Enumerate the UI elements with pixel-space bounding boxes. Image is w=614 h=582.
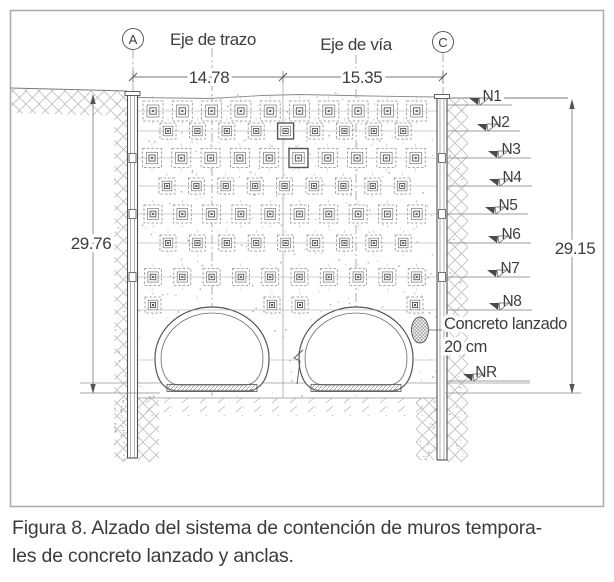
speckle bbox=[459, 387, 461, 389]
speckle bbox=[252, 310, 254, 312]
axis-marker-a-letter: A bbox=[128, 32, 138, 47]
speckle bbox=[430, 273, 432, 275]
speckle bbox=[124, 429, 125, 430]
speckle bbox=[464, 412, 466, 414]
speckle bbox=[143, 387, 144, 388]
speckle bbox=[201, 196, 202, 197]
speckle bbox=[465, 422, 466, 423]
pile-anchor-head bbox=[439, 273, 446, 282]
speckle bbox=[422, 192, 424, 194]
speckle bbox=[167, 109, 168, 110]
shotcrete-note-line1: Concreto lanzado bbox=[444, 315, 567, 333]
caption-line-1: Figura 8. Alzado del sistema de contención de muros tempora- bbox=[12, 517, 542, 539]
speckle bbox=[122, 426, 124, 428]
speckle bbox=[320, 311, 321, 312]
speckle bbox=[421, 380, 422, 381]
speckle bbox=[115, 329, 117, 331]
speckle bbox=[293, 170, 294, 171]
speckle bbox=[435, 316, 436, 317]
speckle bbox=[121, 406, 122, 407]
dim-top-left-value: 14.78 bbox=[188, 68, 230, 87]
speckle bbox=[315, 165, 316, 166]
speckle bbox=[295, 146, 297, 148]
speckle bbox=[301, 395, 303, 397]
speckle bbox=[426, 459, 427, 460]
speckle bbox=[310, 154, 311, 155]
speckle bbox=[153, 232, 154, 233]
speckle bbox=[280, 262, 282, 264]
speckle bbox=[264, 267, 265, 268]
speckle bbox=[349, 303, 350, 304]
speckle bbox=[181, 259, 182, 260]
dim-right-height-value: 29.15 bbox=[554, 239, 596, 258]
speckle bbox=[169, 203, 170, 204]
speckle bbox=[456, 406, 458, 408]
speckle bbox=[450, 151, 451, 152]
speckle bbox=[167, 293, 168, 294]
figure-border bbox=[11, 11, 604, 507]
speckle bbox=[121, 415, 122, 416]
speckle bbox=[329, 229, 330, 230]
speckle bbox=[460, 281, 462, 283]
speckle bbox=[430, 412, 431, 413]
speckle bbox=[428, 404, 429, 405]
speckle bbox=[430, 423, 432, 425]
speckle bbox=[433, 428, 434, 429]
speckle bbox=[304, 249, 305, 250]
speckle bbox=[123, 432, 124, 433]
speckle bbox=[429, 359, 430, 360]
speckle bbox=[291, 380, 293, 382]
speckle bbox=[181, 191, 183, 193]
speckle bbox=[315, 253, 316, 254]
speckle bbox=[433, 446, 434, 447]
speckle bbox=[328, 135, 330, 137]
speckle bbox=[423, 456, 425, 458]
speckle bbox=[118, 351, 120, 353]
speckle bbox=[219, 142, 220, 143]
speckle bbox=[306, 140, 307, 141]
speckle bbox=[123, 421, 125, 423]
speckle bbox=[142, 224, 144, 226]
speckle bbox=[196, 297, 197, 298]
speckle bbox=[449, 180, 450, 181]
figure-caption bbox=[12, 514, 604, 570]
speckle bbox=[114, 179, 116, 181]
speckle bbox=[118, 456, 119, 457]
speckle bbox=[187, 240, 189, 242]
speckle bbox=[177, 311, 179, 313]
level-label: N5 bbox=[498, 197, 518, 214]
speckle bbox=[220, 98, 221, 99]
speckle bbox=[192, 170, 194, 172]
speckle bbox=[281, 224, 283, 226]
speckle bbox=[227, 105, 229, 107]
speckle bbox=[166, 317, 167, 318]
axis-marker-c bbox=[433, 32, 454, 53]
speckle bbox=[170, 275, 171, 276]
speckle bbox=[432, 424, 433, 425]
speckle bbox=[262, 227, 263, 228]
speckle bbox=[433, 427, 435, 429]
speckle bbox=[118, 227, 120, 229]
speckle bbox=[125, 114, 127, 116]
speckle bbox=[433, 400, 434, 401]
speckle bbox=[432, 155, 433, 156]
speckle bbox=[369, 232, 371, 234]
speckle bbox=[162, 294, 164, 296]
speckle bbox=[116, 102, 117, 103]
speckle bbox=[115, 431, 117, 433]
speckle bbox=[253, 194, 255, 196]
speckle bbox=[428, 427, 429, 428]
speckle bbox=[124, 311, 126, 313]
speckle bbox=[124, 375, 126, 377]
dim-top-right-value: 15.35 bbox=[341, 68, 383, 87]
speckle bbox=[413, 228, 414, 229]
soil-hatch-right-strip bbox=[447, 99, 468, 462]
speckle bbox=[250, 171, 252, 173]
speckle bbox=[317, 96, 318, 97]
speckle bbox=[461, 178, 463, 180]
speckle bbox=[114, 443, 116, 445]
speckle bbox=[119, 360, 121, 362]
speckle bbox=[346, 202, 347, 203]
track-axis-label: Eje de vía bbox=[320, 35, 392, 54]
speckle bbox=[449, 272, 451, 274]
level-label: N1 bbox=[482, 88, 502, 105]
pile-anchor-head bbox=[129, 210, 136, 219]
speckle bbox=[361, 167, 362, 168]
speckle bbox=[315, 219, 316, 220]
speckle bbox=[460, 439, 461, 440]
anchor-head-detail bbox=[412, 317, 429, 343]
speckle bbox=[123, 442, 124, 443]
speckle bbox=[369, 209, 371, 211]
speckle bbox=[345, 264, 346, 265]
level-label: N2 bbox=[490, 114, 510, 131]
level-label: N7 bbox=[500, 260, 520, 277]
speckle bbox=[120, 411, 122, 413]
speckle bbox=[114, 427, 116, 429]
speckle bbox=[459, 254, 460, 255]
speckle bbox=[123, 435, 125, 437]
speckle bbox=[449, 155, 451, 157]
speckle bbox=[285, 329, 287, 331]
speckle bbox=[274, 330, 276, 332]
speckle bbox=[122, 95, 123, 96]
speckle bbox=[429, 312, 431, 314]
level-label: N3 bbox=[501, 141, 521, 158]
speckle bbox=[251, 217, 252, 218]
speckle bbox=[245, 139, 247, 141]
speckle bbox=[449, 413, 451, 415]
speckle bbox=[195, 151, 197, 153]
speckle bbox=[342, 99, 343, 100]
speckle bbox=[218, 230, 219, 231]
speckle bbox=[115, 430, 117, 432]
speckle bbox=[148, 140, 150, 142]
speckle bbox=[122, 400, 123, 401]
speckle bbox=[435, 371, 436, 372]
speckle bbox=[420, 440, 422, 442]
speckle bbox=[226, 222, 227, 223]
pile-anchor-head bbox=[439, 210, 446, 219]
speckle bbox=[386, 204, 387, 205]
speckle bbox=[125, 438, 127, 440]
speckle bbox=[460, 297, 461, 298]
speckle bbox=[419, 372, 420, 373]
speckle bbox=[271, 145, 273, 147]
speckle bbox=[114, 423, 116, 425]
speckle bbox=[458, 376, 459, 377]
speckle bbox=[122, 430, 124, 432]
shotcrete-note-line2: 20 cm bbox=[444, 338, 487, 356]
speckle bbox=[175, 295, 176, 296]
speckle bbox=[123, 459, 124, 460]
level-label: N8 bbox=[502, 293, 522, 310]
speckle bbox=[118, 180, 119, 181]
speckle bbox=[359, 229, 360, 230]
caption-line-2: les de concreto lanzado y anclas. bbox=[12, 545, 294, 567]
speckle bbox=[427, 443, 429, 445]
speckle bbox=[462, 110, 463, 111]
speckle bbox=[348, 298, 349, 299]
level-label: N4 bbox=[502, 169, 522, 186]
excavation-bottom-hatch bbox=[138, 398, 437, 416]
speckle bbox=[154, 141, 156, 143]
pile-anchor-head bbox=[129, 273, 136, 282]
speckle bbox=[392, 137, 393, 138]
speckle bbox=[258, 105, 259, 106]
speckle bbox=[145, 228, 146, 229]
speckle bbox=[379, 140, 381, 142]
speckle bbox=[338, 259, 340, 261]
speckle bbox=[191, 141, 193, 143]
speckle bbox=[120, 430, 121, 431]
axis-marker-c-letter: C bbox=[438, 35, 448, 50]
speckle bbox=[432, 139, 433, 140]
speckle bbox=[335, 92, 337, 94]
speckle bbox=[124, 417, 125, 418]
speckle bbox=[243, 141, 244, 142]
speckle bbox=[241, 244, 243, 246]
speckle bbox=[197, 261, 198, 262]
speckle bbox=[330, 304, 332, 306]
speckle bbox=[272, 392, 273, 393]
speckle bbox=[458, 416, 459, 417]
speckle bbox=[382, 306, 384, 308]
speckle bbox=[237, 396, 238, 397]
speckle bbox=[139, 96, 140, 97]
speckle bbox=[276, 195, 278, 197]
speckle bbox=[125, 444, 126, 445]
speckle bbox=[462, 456, 463, 457]
speckle bbox=[200, 288, 202, 290]
speckle bbox=[371, 216, 372, 217]
speckle bbox=[420, 459, 421, 460]
soil-hatch-top-left bbox=[11, 89, 128, 116]
speckle bbox=[191, 172, 193, 174]
speckle bbox=[374, 103, 375, 104]
speckle bbox=[120, 435, 122, 437]
tunnel-right-invert bbox=[311, 385, 401, 392]
speckle bbox=[323, 184, 324, 185]
speckle bbox=[120, 409, 122, 411]
speckle bbox=[449, 293, 451, 295]
speckle bbox=[255, 307, 257, 309]
speckle bbox=[124, 107, 125, 108]
speckle bbox=[368, 262, 370, 264]
speckle bbox=[458, 168, 460, 170]
speckle bbox=[350, 194, 351, 195]
speckle bbox=[398, 265, 400, 267]
speckle bbox=[120, 425, 122, 427]
speckle bbox=[153, 396, 155, 398]
speckle bbox=[453, 239, 455, 241]
speckle bbox=[413, 369, 414, 370]
speckle bbox=[431, 215, 432, 216]
speckle bbox=[400, 228, 401, 229]
speckle bbox=[383, 224, 384, 225]
speckle bbox=[427, 205, 429, 207]
speckle bbox=[258, 168, 260, 170]
speckle bbox=[319, 291, 320, 292]
pile-anchor-head bbox=[129, 154, 136, 163]
trace-axis-label: Eje de trazo bbox=[170, 30, 256, 49]
speckle bbox=[457, 448, 458, 449]
speckle bbox=[115, 410, 116, 411]
speckle bbox=[252, 285, 254, 287]
speckle bbox=[388, 172, 390, 174]
speckle bbox=[432, 254, 433, 255]
speckle bbox=[125, 411, 126, 412]
speckle bbox=[321, 252, 322, 253]
level-label: N6 bbox=[501, 226, 521, 243]
speckle bbox=[114, 408, 116, 410]
speckle bbox=[294, 254, 296, 256]
speckle bbox=[432, 376, 434, 378]
speckle bbox=[153, 394, 154, 395]
speckle bbox=[311, 319, 312, 320]
speckle bbox=[463, 453, 464, 454]
speckle bbox=[377, 261, 378, 262]
speckle bbox=[456, 426, 457, 427]
speckle bbox=[403, 292, 404, 293]
speckle bbox=[289, 360, 291, 362]
speckle bbox=[239, 176, 241, 178]
speckle bbox=[246, 246, 247, 247]
speckle bbox=[123, 454, 124, 455]
dim-left-height-value: 29.76 bbox=[70, 234, 112, 253]
speckle bbox=[122, 401, 124, 403]
speckle bbox=[139, 337, 140, 338]
speckle bbox=[464, 156, 465, 157]
speckle bbox=[149, 289, 150, 290]
speckle bbox=[140, 386, 141, 387]
speckle bbox=[291, 371, 292, 372]
speckle bbox=[283, 206, 284, 207]
pile-anchor-head bbox=[439, 154, 446, 163]
speckle bbox=[151, 234, 153, 236]
speckle bbox=[124, 447, 125, 448]
speckle bbox=[209, 95, 210, 96]
speckle bbox=[187, 237, 188, 238]
speckle bbox=[119, 400, 120, 401]
speckle bbox=[371, 145, 372, 146]
tunnel-left-invert bbox=[167, 385, 257, 392]
level-label: NR bbox=[475, 364, 497, 381]
speckle bbox=[125, 404, 126, 405]
speckle bbox=[361, 123, 362, 124]
speckle bbox=[456, 445, 458, 447]
speckle bbox=[181, 132, 183, 134]
speckle bbox=[201, 265, 203, 267]
speckle bbox=[237, 94, 239, 96]
speckle bbox=[382, 176, 383, 177]
speckle bbox=[282, 336, 284, 338]
axis-marker-a bbox=[123, 29, 144, 50]
speckle bbox=[428, 452, 430, 454]
speckle bbox=[338, 301, 339, 302]
speckle bbox=[121, 417, 122, 418]
